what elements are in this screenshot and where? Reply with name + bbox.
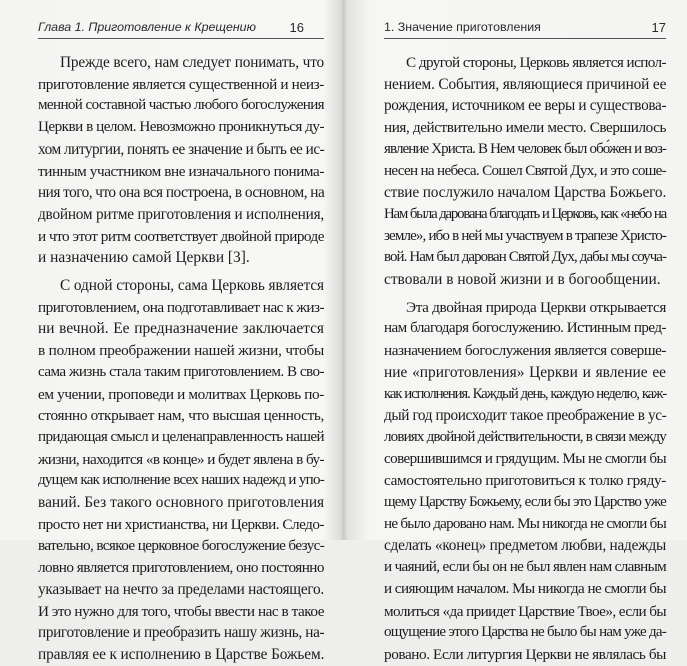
- text-line: ем учении, проповеди и молитвах Церковь по-: [38, 385, 324, 403]
- paragraph: [38, 52, 324, 269]
- page-number: 16: [289, 20, 304, 35]
- text-line: ни вечной. Ее предназначение заключается: [38, 320, 324, 338]
- text-line: ния того, что она вся построена, в основном, на: [38, 184, 325, 202]
- text-line: И это нужно для того, чтобы ввести нас в такое: [38, 602, 324, 620]
- text-line: жизни, находится «в конце» и будет явлена в бу-: [38, 450, 324, 468]
- text-line: приготовлением, она подготавливает нас к жиз-: [38, 298, 325, 316]
- text-line: несен на небеса. Сошел Святой Дух, и это соше-: [384, 162, 666, 179]
- paragraph: [384, 297, 666, 666]
- running-header: [384, 20, 666, 38]
- text-line: не было даровано нам. Мы никогда не смогли бы: [384, 515, 666, 532]
- right-page: [344, 0, 687, 663]
- text-line: сама жизнь стала таким приготовлением. В сво-: [38, 363, 324, 380]
- text-line: тинным участником вне изначального понима-: [38, 162, 324, 180]
- text-line: ловно является приготовлением, оно постоянно: [38, 559, 324, 577]
- text-line: как исполнения. Каждый день, каждую неделю, каж-: [384, 385, 666, 402]
- text-line: С другой стороны, Церковь является испол-: [406, 54, 666, 71]
- left-page: [0, 0, 343, 663]
- text-line: ощущение этого Царства не было бы нам уже да-: [384, 624, 666, 641]
- running-header: [28, 20, 314, 38]
- text-line: в полном преображении нашей жизни, чтобы: [38, 342, 324, 360]
- text-line: приготовление и преобразить нашу жизнь, на-: [38, 624, 325, 642]
- paragraph: [38, 275, 324, 666]
- text-line: придающая смысл и целенаправленность нашей: [38, 428, 324, 445]
- text-line: рождения, источником ее веры и существова-: [384, 97, 667, 115]
- text-line: ствие послужило началом Царства Божьего.: [384, 184, 667, 202]
- text-line: хом литургии, понять ее значение и быть ее ис-: [38, 140, 325, 158]
- text-line: вательно, всякое церковное богослужение безус-: [38, 537, 325, 555]
- body-text: [38, 52, 324, 666]
- text-line: менной составной частью любого богослужения: [38, 97, 324, 114]
- text-line: Церкви в целом. Невозможно проникнуться ду-: [38, 119, 324, 136]
- text-line: указывает на нечто за пределами настоящего.: [38, 580, 324, 598]
- header-rule: [384, 38, 666, 39]
- text-line: С одной стороны, сама Церковь является: [60, 277, 324, 295]
- text-line: и назначению самой Церкви [3].: [38, 249, 250, 267]
- running-head-title: Глава 1. Приготовление к Крещению: [38, 20, 256, 34]
- text-line: совершившимся и грядущим. Мы не смогли бы: [384, 450, 666, 467]
- text-line: стоянно открывает нам, что высшая ценность,: [38, 407, 324, 425]
- paragraph: [384, 52, 666, 291]
- text-line: ния, действительно имели место. Свершилось: [384, 119, 666, 137]
- text-line: и чаяний, если бы он не был явлен нам славным: [384, 559, 666, 576]
- text-line: ровано. Если литургия Церкви не являлась бы: [384, 645, 666, 663]
- text-line: дый год происходит такое преображение в ус-: [384, 407, 667, 425]
- text-line: Прежде всего, нам следует понимать, что: [60, 54, 324, 71]
- text-line: ние «приготовления» Церкви и явление ее: [384, 363, 666, 381]
- text-line: Эта двойная природа Церкви открывается: [406, 298, 666, 316]
- text-line: ваний. Без такого основного приготовления: [38, 494, 325, 512]
- page-number: 17: [651, 20, 666, 35]
- text-line: молиться «да приидет Царствие Твое», если бы: [384, 602, 666, 620]
- text-line: явление Христа. В Нем человек был обо́жен и воз-: [384, 140, 666, 157]
- text-line: Нам была дарована благодать и Церковь, как «небо на: [384, 205, 666, 222]
- text-line: назначением богослужения является соверше-: [384, 342, 666, 360]
- text-line: вой. Нам был дарован Святой Дух, дабы мы соуча-: [384, 249, 666, 266]
- text-line: нением. События, являющиеся причиной ее: [384, 75, 667, 93]
- running-head-title: 1. Значение приготовления: [384, 20, 541, 34]
- text-line: двойном ритме приготовления и исполнения,: [38, 205, 324, 223]
- text-line: сделать «конец» предметом любви, надежды: [384, 537, 667, 555]
- text-line: земле», ибо в ней мы участвуем в трапезе Христо-: [384, 227, 666, 244]
- body-text: [384, 52, 666, 666]
- text-line: и что этот ритм соответствует двойной природе: [38, 227, 324, 245]
- text-line: ловиях двойной действительности, в связи между: [384, 428, 666, 445]
- text-line: нам благодаря богослужению. Истинным пред-: [384, 320, 666, 337]
- text-line: и сияющим началом. Мы никогда не смогли бы: [384, 580, 666, 597]
- text-line: дущем как исполнение всех наших надежд и упо-: [38, 472, 324, 489]
- text-line: приготовление является существенной и неиз-: [38, 75, 324, 93]
- text-line: щему Царству Божьему, если бы это Царство уже: [384, 494, 666, 511]
- text-line: ствовали в новой жизни и в богообщении.: [384, 271, 661, 289]
- header-rule: [38, 38, 324, 39]
- text-line: правляя ее к исполнению в Царстве Божьем.: [38, 645, 325, 663]
- text-line: просто нет ни христианства, ни Церкви. Следо-: [38, 515, 324, 533]
- text-line: самостоятельно приготовиться к толко гряду-: [384, 472, 666, 490]
